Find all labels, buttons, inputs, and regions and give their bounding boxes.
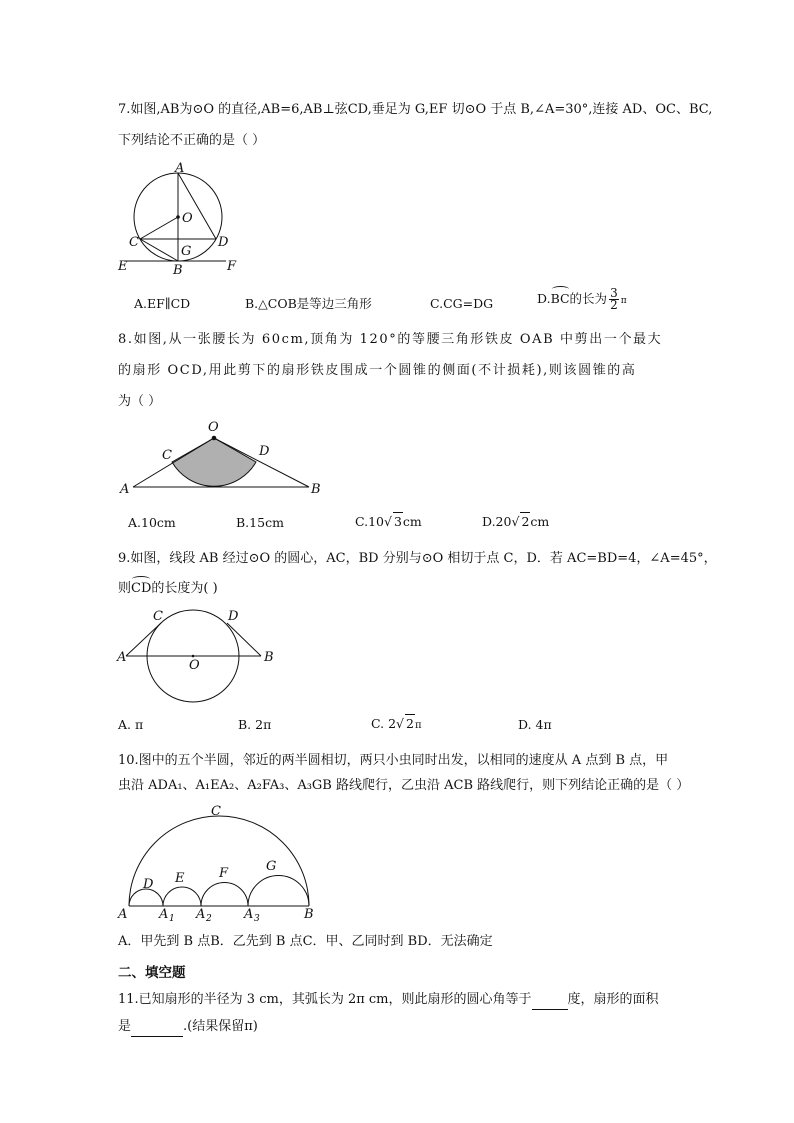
q8-label-c: C <box>162 448 172 463</box>
q10-label-a3-sub: 3 <box>254 914 260 924</box>
q7-label-e: E <box>118 259 128 274</box>
q7-label-a: A <box>175 161 185 176</box>
q10-semicircle-f <box>201 883 248 907</box>
q9-line2: 则CD的长度为( ) <box>118 581 218 596</box>
q7-segment-bc <box>140 239 178 261</box>
q10-semicircle-e <box>163 887 201 906</box>
q9-label-a: A <box>117 650 127 665</box>
q10-label-f: F <box>219 866 229 881</box>
q9-option-d: D. 4π <box>518 717 552 732</box>
q11-line2: 是 .(结果保留π) <box>118 1018 258 1037</box>
q10-label-b: B <box>304 907 314 922</box>
q10-options: A．甲先到 B 点B．乙先到 B 点C．甲、乙同时到 BD．无法确定 <box>118 934 493 949</box>
q10-line2: 虫沿 ADA₁、A₁EA₂、A₂FA₃、A₃GB 路线爬行，乙虫沿 ACB 路线爬行，则下列结论正确的是（ ） <box>118 778 690 793</box>
q8-label-a: A <box>120 482 130 497</box>
q8-line1: 8.如图,从一张腰长为 60cm,顶角为 120°的等腰三角形铁皮 OAB 中剪出一个最大 <box>118 332 663 347</box>
q9-tangent-ac <box>126 623 161 656</box>
q9-label-b: B <box>264 650 274 665</box>
q10-label-a1: A <box>159 907 169 922</box>
q10-semicircle-g <box>248 876 309 907</box>
q10-label-a2-sub: 2 <box>206 914 212 924</box>
q7-line2: 下列结论不正确的是（ ） <box>118 133 266 148</box>
q8-figure <box>116 420 326 498</box>
q8-vertex-o <box>212 436 217 441</box>
q7-option-a: A.EF∥CD <box>134 296 191 311</box>
q8-line3: 为（ ） <box>118 394 162 409</box>
q10-line1: 10.图中的五个半圆，邻近的两半圆相切，两只小虫同时出发，以相同的速度从 A 点到 B 点，甲 <box>118 753 669 768</box>
q8-line2: 的扇形 OCD,用此剪下的扇形铁皮围成一个圆锥的侧面(不计损耗),则该圆锥的高 <box>118 363 637 378</box>
q7-label-g: G <box>181 244 192 259</box>
q8-label-d: D <box>259 444 270 459</box>
q7-label-d: D <box>218 235 229 250</box>
q10-label-a3: A <box>244 907 254 922</box>
q7-fraction: $\frac{3}{2}$ <box>610 286 618 312</box>
q7-label-c: C <box>129 235 139 250</box>
q7-arc-bc: BC <box>550 291 570 306</box>
q8-option-b: B.15cm <box>236 515 284 530</box>
q8-label-b: B <box>311 482 321 497</box>
q7-center-dot <box>176 215 180 219</box>
q10-label-a2: A <box>196 907 206 922</box>
q7-line1: 7.如图,AB为⊙O 的直径,AB=6,AB⊥弦CD,垂足为 G,EF 切⊙O 于点 B,∠A=30°,连接 AD、OC、BC, <box>118 102 713 117</box>
q8-label-o: O <box>208 420 219 435</box>
q7-label-o: O <box>182 211 193 226</box>
q9-option-c: C. 2√ 2π <box>371 716 422 731</box>
q9-label-c: C <box>153 609 163 624</box>
q9-label-o: O <box>189 658 200 673</box>
q8-option-a: A.10cm <box>128 515 176 530</box>
q9-tangent-bd <box>227 623 261 656</box>
q7-segment-ad <box>178 173 216 239</box>
q7-label-b: B <box>173 263 183 278</box>
q7-segment-oc <box>140 217 178 239</box>
q9-center-dot <box>192 655 195 658</box>
q7-option-b: B.△COB是等边三角形 <box>245 296 372 311</box>
q9-option-b: B. 2π <box>238 717 272 732</box>
q9-figure <box>116 606 276 706</box>
q7-figure <box>116 160 256 278</box>
q9-line1: 9.如图，线段 AB 经过⊙O 的圆心，AC，BD 分别与⊙O 相切于点 C，D．若 AC=BD=4，∠A=45°， <box>118 551 717 566</box>
q10-label-a1-sub: 1 <box>169 914 175 924</box>
q10-label-e: E <box>175 871 185 886</box>
q9-option-a: A. π <box>118 717 144 732</box>
q7-option-d: D.BC的长为 $\frac{3}{2}$ π <box>537 286 627 312</box>
q9-arc-cd: CD <box>131 581 152 596</box>
q10-label-a: A <box>118 907 128 922</box>
q11-blank-area[interactable] <box>131 1018 183 1037</box>
q8-option-c: C.10√ 3cm <box>355 514 422 529</box>
section-fill-in-heading: 二、填空题 <box>118 965 186 981</box>
q10-label-c: C <box>211 804 221 819</box>
q9-label-d: D <box>228 609 239 624</box>
q8-option-d: D.20√ 2cm <box>482 514 550 529</box>
q10-label-g: G <box>266 859 277 874</box>
q10-label-d: D <box>143 877 154 892</box>
q10-figure <box>116 800 326 926</box>
q7-label-f: F <box>227 259 237 274</box>
q7-option-c: C.CG=DG <box>430 296 494 311</box>
q11-blank-angle[interactable] <box>532 991 568 1010</box>
q11-line1: 11.已知扇形的半径为 3 cm，其弧长为 2π cm，则此扇形的圆心角等于 度，扇形的面积 <box>118 991 659 1010</box>
q8-sector-ocd <box>172 438 256 486</box>
